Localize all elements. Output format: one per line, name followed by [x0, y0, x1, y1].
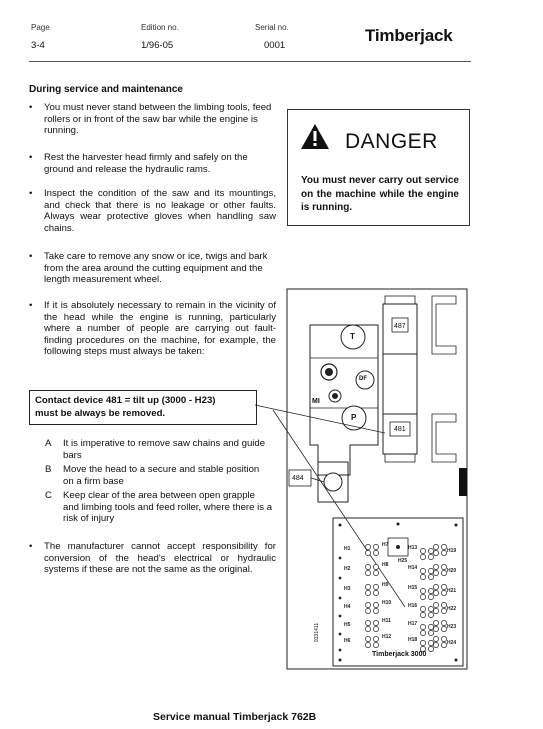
- bullet-4: Take care to remove any snow or ice, twigs and bark from the area around the cutting equipment and the length measurement wheel.: [44, 251, 268, 285]
- board-dot: [339, 557, 342, 560]
- bullet-mark: •: [29, 102, 33, 113]
- connector-h11: [365, 620, 378, 631]
- board-label-h4: H4: [344, 604, 351, 610]
- connector-h17: [420, 624, 433, 635]
- page-label: Page: [31, 23, 50, 32]
- black-tab: [459, 468, 467, 496]
- side-code: 9331411: [314, 622, 320, 642]
- connector-h22: [433, 602, 446, 613]
- connector-h15: [420, 588, 433, 599]
- step-letter: A: [45, 438, 52, 449]
- board-label-h25: H25: [398, 558, 408, 564]
- contact-note-line-1: Contact device 481 = tilt up (3000 - H23): [35, 395, 216, 406]
- board-dot: [339, 649, 342, 652]
- board-label-h20: H20: [447, 568, 457, 574]
- board-label-h5: H5: [344, 622, 351, 628]
- board-label-h13: H13: [408, 545, 418, 551]
- board-label-h15: H15: [408, 585, 418, 591]
- connector-h10: [365, 602, 378, 613]
- bullet-1: You must never stand between the limbing tools, feed rollers or in front of the saw bar while the engine is running.: [44, 102, 272, 136]
- connector-h18: [420, 640, 433, 651]
- section-title: During service and maintenance: [29, 84, 183, 95]
- step-letter: C: [45, 490, 52, 501]
- serial-number: 0001: [264, 40, 286, 51]
- label-t: T: [350, 332, 355, 341]
- edition-label: Edition no.: [141, 23, 179, 32]
- bullet-mark: •: [29, 300, 33, 311]
- valve-481: [383, 414, 417, 454]
- board-label-h24: H24: [447, 640, 457, 646]
- connector-h13: [420, 548, 433, 559]
- board-label-h14: H14: [408, 565, 418, 571]
- label-mi: MI: [312, 398, 320, 405]
- connector-h8: [365, 564, 378, 575]
- board-label-h6: H6: [344, 638, 351, 644]
- step-a-text: It is imperative to remove saw chains and guide bars: [63, 438, 266, 461]
- step-b-text: Move the head to a secure and stable position on a firm base: [63, 464, 260, 487]
- connector-h14: [420, 568, 433, 579]
- step-c-text: Keep clear of the area between open grapple and limbing tools and feed roller, where there is a risk of injury: [63, 490, 273, 524]
- label-df: DF: [359, 376, 367, 382]
- footer-title: Service manual Timberjack 762B: [153, 711, 317, 723]
- connector-h12: [365, 636, 378, 647]
- board-label-h3: H3: [344, 586, 351, 592]
- board-label-h8: H8: [382, 562, 389, 568]
- connector-h24: [433, 636, 446, 647]
- bullet-2: Rest the harvester head firmly and safely on the ground and release the hydraulic rams.: [44, 152, 248, 175]
- board-dot: [339, 633, 342, 636]
- board-label-h18: H18: [408, 637, 418, 643]
- valve-487-top: [385, 296, 415, 304]
- board-label-h16: H16: [408, 603, 418, 609]
- label-484: 484: [292, 475, 304, 482]
- board-label-h17: H17: [408, 621, 418, 627]
- board-label: Timberjack 3000: [372, 651, 427, 658]
- board-label-h11: H11: [382, 618, 391, 624]
- label-481: 481: [394, 426, 406, 433]
- bullet-3: Inspect the condition of the saw and its mountings, and check that there is no leakage or other faults. Always wear protective gloves when handling saw chains.: [44, 188, 276, 234]
- valve-block: [310, 325, 378, 475]
- connector-h23: [433, 620, 446, 631]
- connector-h21: [433, 584, 446, 595]
- danger-title: DANGER: [345, 130, 438, 153]
- bullet-5: If it is absolutely necessary to remain in the vicinity of the head while the engine is running, particularly where a number of people are carrying out fault-finding procedures on the machine, for example, the following steps must always be taken:: [44, 300, 276, 357]
- board-label-h19: H19: [447, 548, 457, 554]
- valve-481-bottom: [385, 454, 415, 462]
- bullet-mark: •: [29, 188, 33, 199]
- board-label-h23: H23: [447, 624, 457, 630]
- bullet-mark: •: [29, 541, 33, 552]
- board-label-h7: H7: [382, 542, 389, 548]
- connector-h9: [365, 584, 378, 595]
- serial-label: Serial no.: [255, 23, 289, 32]
- board-label-h22: H22: [447, 606, 457, 612]
- board-label-h21: H21: [447, 588, 457, 594]
- bullet-mark: •: [29, 152, 33, 163]
- page-number: 3-4: [31, 40, 45, 51]
- danger-text: You must never carry out service on the machine while the engine is running.: [301, 175, 459, 213]
- board-dot: [339, 615, 342, 618]
- connector-h20: [433, 564, 446, 575]
- connector-h19: [433, 544, 446, 555]
- label-p: P: [351, 413, 357, 422]
- board-label-h1: H1: [344, 546, 351, 552]
- board-connectors: [339, 544, 447, 651]
- brand-logo: Timberjack: [365, 26, 453, 45]
- connector-h7: [365, 544, 378, 555]
- edition-number: 1/96-05: [141, 40, 174, 51]
- board-label-h2: H2: [344, 566, 351, 572]
- label-487: 487: [394, 323, 406, 330]
- bullet-6: The manufacturer cannot accept responsibility for conversion of the head's electrical or hydraulic systems if these are not the same as the original.: [44, 541, 276, 575]
- valve-body: [383, 354, 417, 414]
- connector-h16: [420, 606, 433, 617]
- board-dot: [339, 597, 342, 600]
- step-letter: B: [45, 464, 52, 475]
- board-label-h10: H10: [382, 600, 392, 606]
- contact-note-line-2: must be always be removed.: [35, 408, 166, 419]
- board-labels: [344, 542, 456, 646]
- bullet-mark: •: [29, 251, 33, 262]
- board-dot: [339, 577, 342, 580]
- board-label-h12: H12: [382, 634, 392, 640]
- board-label-h9: H9: [382, 582, 389, 588]
